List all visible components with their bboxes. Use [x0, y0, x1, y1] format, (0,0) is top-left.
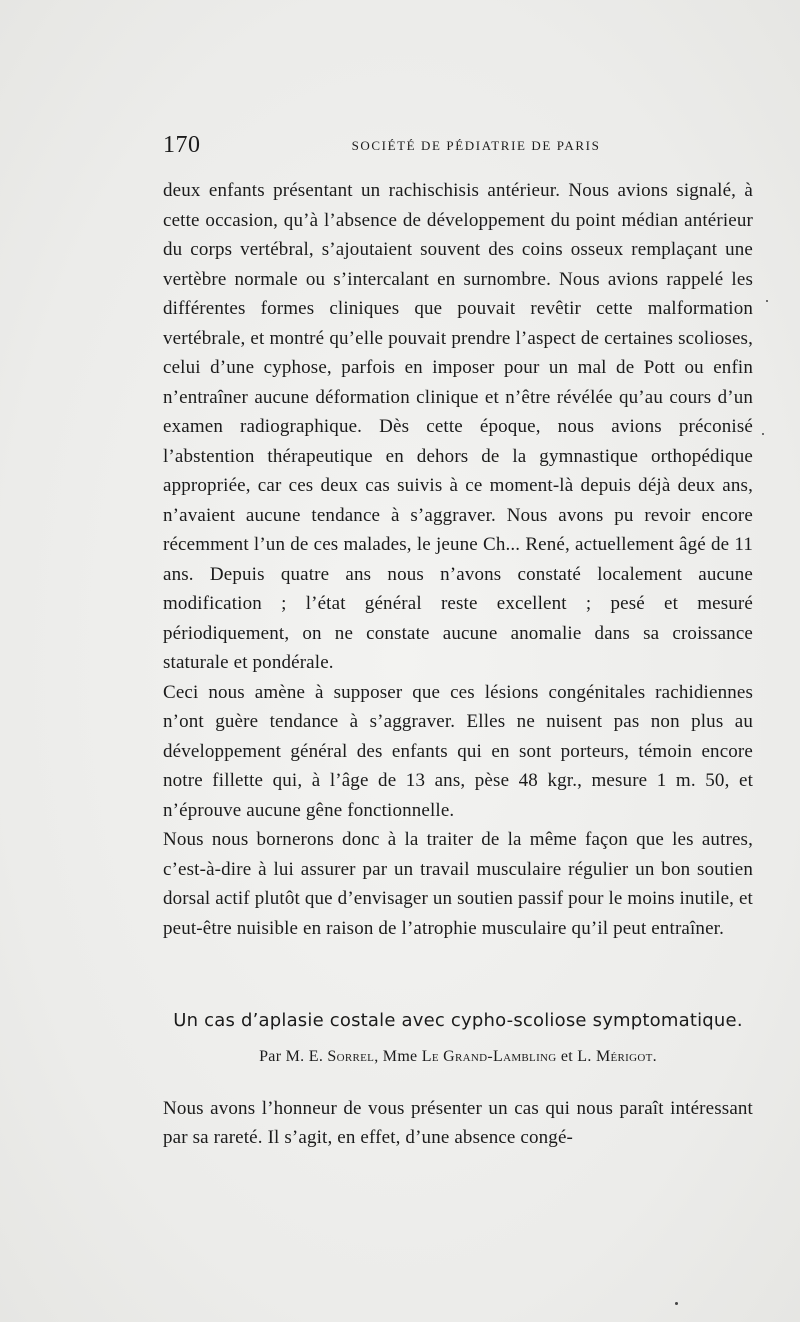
- article-title: Un cas d’aplasie costale avec cypho-scoliose symptomatique.: [173, 1010, 743, 1031]
- page-number: 170: [163, 132, 201, 158]
- author-le-grand-lambling: Le Grand-Lambling: [421, 1048, 557, 1065]
- authors-mid: , Mme: [374, 1048, 422, 1065]
- author-merigot: Mérigot: [595, 1048, 653, 1065]
- paragraph-3: Nous nous bornerons donc à la traiter de la même façon que les autres, c’est-à-dire à lui assurer par un travail musculaire régulier un bon soutien dorsal actif plutôt que d’envisager un soutien passif pour le moins inutile, et peut-être nuisible en raison de l’atrophie musculaire qu’il peut entraîner.: [163, 829, 753, 939]
- body-text: [163, 176, 753, 943]
- article-opening-paragraph: Nous avons l’honneur de vous présenter un cas qui nous paraît intéressant par sa rareté. Il s’agit, en effet, d’une absence congé-: [163, 1098, 753, 1148]
- paragraph-1: deux enfants présentant un rachischisis antérieur. Nous avions signalé, à cette occasion, qu’à l’absence de développement du point médian antérieur du corps vertébral, s’ajoutaient souvent des coins osseux remplaçant une vertèbre normale ou s’intercalant en surnombre. Nous avions rappelé les différentes formes cliniques que pouvait revêtir cette malformation vertébrale, et montré qu’elle pouvait prendre l’aspect de certaines scolioses, celui d’une cyphose, parfois en imposer pour un mal de Pott ou enfin n’entraîner aucune déformation clinique et n’être révélée qu’au cours d’un examen radiographique. Dès cette époque, nous avions préconisé l’abstention thérapeutique en dehors de la gymnastique orthopédique appropriée, car ces deux cas suivis à ce moment-là depuis déjà deux ans, n’avaient aucune tendance à s’aggraver. Nous avons pu revoir encore récemment l’un de ces malades, le jeune Ch... René, actuellement âgé de 11 ans. Depuis quatre ans nous n’avons constaté localement aucune modification ; l’état général reste excellent ; pesé et mesuré périodiquement, on ne constate aucune anomalie dans sa croissance staturale et pondérale.: [163, 180, 753, 673]
- journal-title: SOCIÉTÉ DE PÉDIATRIE DE PARIS: [351, 138, 601, 153]
- ink-speck: [675, 1302, 678, 1305]
- ink-speck: [762, 433, 764, 435]
- running-head: [163, 132, 753, 162]
- article-opening: [163, 1094, 753, 1152]
- article-authors: [163, 1048, 753, 1066]
- author-sorrel: Sorrel: [327, 1048, 375, 1065]
- ink-speck: [766, 300, 768, 302]
- authors-and: et L.: [556, 1048, 596, 1065]
- authors-prefix: Par M. E.: [259, 1048, 328, 1065]
- authors-end: .: [652, 1048, 657, 1065]
- paragraph-2: Ceci nous amène à supposer que ces lésions congénitales rachidiennes n’ont guère tendance à s’aggraver. Elles ne nuisent pas non plus au développement général des enfants qui en sont porteurs, témoin encore notre fillette qui, à l’âge de 13 ans, pèse 48 kgr., mesure 1 m. 50, et n’éprouve aucune gêne fonctionnelle.: [163, 681, 753, 821]
